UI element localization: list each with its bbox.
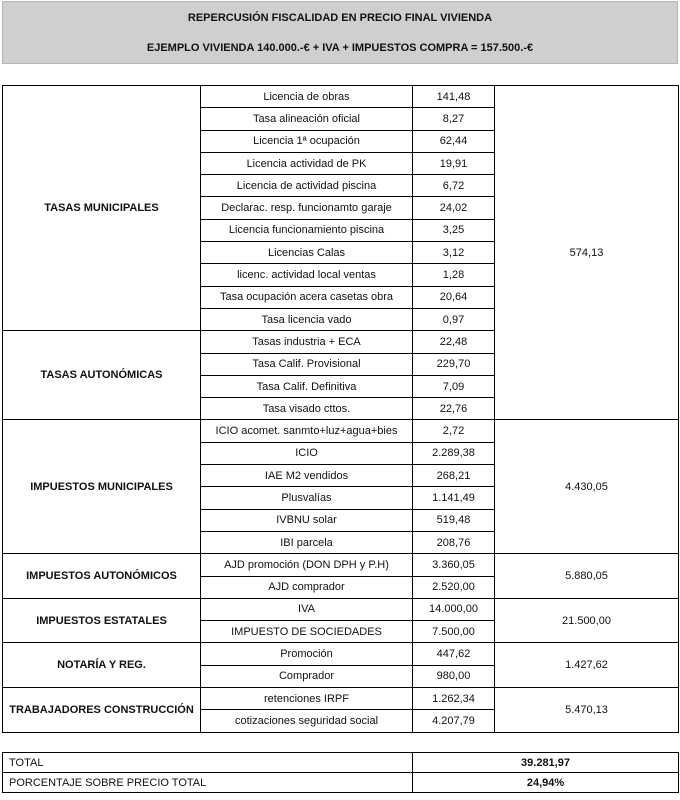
table-row [3,598,679,620]
item-value: 268,21 [413,465,495,487]
group-total: 4.430,05 [495,420,679,554]
group-total: 5.880,05 [495,554,679,599]
item-value: 519,48 [413,509,495,531]
item-label: Tasas industria + ECA [201,331,413,353]
item-label: Tasa licencia vado [201,308,413,330]
item-value: 62,44 [413,130,495,152]
item-value: 6,72 [413,175,495,197]
item-label: AJD comprador [201,576,413,598]
category-label: TRABAJADORES CONSTRUCCIÓN [3,688,201,733]
item-value: 22,76 [413,398,495,420]
table-row [3,688,679,710]
summary-table [2,752,679,793]
item-label: Licencia de actividad piscina [201,175,413,197]
item-value: 229,70 [413,353,495,375]
item-label: Licencia 1ª ocupación [201,130,413,152]
item-value: 2.520,00 [413,576,495,598]
report-title: REPERCUSIÓN FISCALIDAD EN PRECIO FINAL VIVIENDA [187,12,493,24]
percent-value: 24,94% [413,773,679,793]
table-row [3,420,679,442]
item-label: Licencia funcionamiento piscina [201,219,413,241]
item-label: IAE M2 vendidos [201,465,413,487]
percent-row [3,773,679,793]
item-label: IVA [201,598,413,620]
item-label: Licencia de obras [201,86,413,108]
item-value: 14.000,00 [413,598,495,620]
item-label: Tasa alineación oficial [201,108,413,130]
item-label: Plusvalías [201,487,413,509]
table-row [3,643,679,665]
item-label: Tasa Calif. Provisional [201,353,413,375]
item-value: 3,12 [413,242,495,264]
table-row [3,554,679,576]
item-value: 447,62 [413,643,495,665]
item-label: Promoción [201,643,413,665]
item-label: Licencias Calas [201,242,413,264]
item-label: licenc. actividad local ventas [201,264,413,286]
item-value: 7,09 [413,375,495,397]
item-value: 0,97 [413,308,495,330]
item-value: 1.141,49 [413,487,495,509]
category-label: IMPUESTOS AUTONÓMICOS [3,554,201,599]
item-label: Licencia actividad de PK [201,152,413,174]
item-value: 2.289,38 [413,442,495,464]
item-value: 2,72 [413,420,495,442]
category-label: IMPUESTOS ESTATALES [3,598,201,643]
item-value: 208,76 [413,531,495,553]
item-value: 4.207,79 [413,710,495,732]
group-total: 1.427,62 [495,643,679,688]
total-value: 39.281,97 [413,753,679,773]
item-label: IVBNU solar [201,509,413,531]
item-value: 19,91 [413,152,495,174]
item-value: 22,48 [413,331,495,353]
category-label: TASAS MUNICIPALES [3,86,201,331]
item-label: IBI parcela [201,531,413,553]
table-row [3,86,679,108]
item-value: 8,27 [413,108,495,130]
total-row [3,753,679,773]
item-label: Declarac. resp. funcionamto garaje [201,197,413,219]
category-label: NOTARÍA Y REG. [3,643,201,688]
item-label: cotizaciones seguridad social [201,710,413,732]
item-value: 141,48 [413,86,495,108]
report-subtitle: EJEMPLO VIVIENDA 140.000.-€ + IVA + IMPUESTOS COMPRA = 157.500.-€ [146,42,534,54]
category-label: IMPUESTOS MUNICIPALES [3,420,201,554]
item-label: retenciones IRPF [201,688,413,710]
group-total: 21.500,00 [495,598,679,643]
item-label: IMPUESTO DE SOCIEDADES [201,621,413,643]
group-total: 5.470,13 [495,688,679,733]
item-value: 3,25 [413,219,495,241]
item-label: ICIO acomet. sanmto+luz+agua+bies [201,420,413,442]
item-label: Tasa Calif. Definitiva [201,375,413,397]
category-label: TASAS AUTONÓMICAS [3,331,201,420]
total-label: TOTAL [3,753,413,773]
percent-label: PORCENTAJE SOBRE PRECIO TOTAL [3,773,413,793]
item-label: Comprador [201,665,413,687]
item-value: 3.360,05 [413,554,495,576]
item-value: 1.262,34 [413,688,495,710]
item-label: ICIO [201,442,413,464]
item-value: 20,64 [413,286,495,308]
item-value: 980,00 [413,665,495,687]
item-value: 1,28 [413,264,495,286]
group-total: 574,13 [495,86,679,420]
item-value: 24,02 [413,197,495,219]
item-label: Tasa ocupación acera casetas obra [201,286,413,308]
item-value: 7.500,00 [413,621,495,643]
item-label: Tasa visado cttos. [201,398,413,420]
report-header [2,1,678,64]
item-label: AJD promoción (DON DPH y P.H) [201,554,413,576]
tax-breakdown-table [2,85,679,733]
